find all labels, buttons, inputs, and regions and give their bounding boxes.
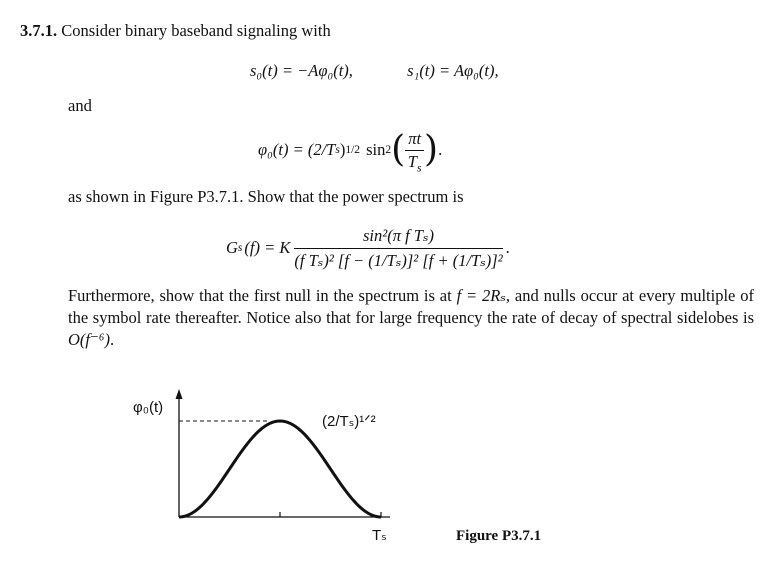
equation-s1: s₁(t) = Aφ₀(t), bbox=[407, 61, 499, 80]
equation-power-spectrum: G s (f) = K $\frac{\text{sin²(π f Tₛ)}}{\text{(f Tₛ)² [f − (1/Tₛ)]² [f + (1/Tₛ)]²}}$ . bbox=[226, 225, 510, 270]
equation-gs-rest: (f) = K bbox=[244, 238, 291, 257]
figure-caption: Figure P3.7.1 bbox=[456, 528, 542, 544]
paragraph-part1: Furthermore, show that the first null in the spectrum is at bbox=[68, 286, 457, 305]
fraction-numerator: πt bbox=[405, 129, 424, 151]
shown-text: as shown in Figure P3.7.1. Show that the power spectrum is bbox=[68, 187, 464, 206]
gs-denominator: (f Tₛ)² [f − (1/Tₛ)]² [f + (1/Tₛ)]² bbox=[294, 250, 503, 270]
peak-label: (2/Tₛ)¹ᐟ² bbox=[322, 413, 376, 430]
y-axis-label: φ₀(t) bbox=[133, 399, 164, 416]
paragraph-part3: . bbox=[109, 330, 115, 349]
paragraph-null-equation: f = 2Rₛ bbox=[456, 286, 506, 305]
and-text: and bbox=[68, 96, 92, 115]
problem-number: 3.7.1. bbox=[20, 21, 58, 40]
paragraph-part2: , and nulls occur at every multiple of the symbol rate thereafter. Notice also that for large frequency the rate of decay of spectral sidelobes is bbox=[68, 286, 754, 327]
equation-phi0: φ₀(t) = (2/T s ) 1/2 sin 2 ( $\frac{\pi t}{T_s}$ ) . bbox=[258, 128, 443, 174]
gs-numerator: sin²(π f Tₛ) bbox=[294, 226, 502, 249]
equation-phi0-lhs: φ₀(t) = (2/T bbox=[258, 140, 336, 159]
left-paren-icon: ( bbox=[391, 129, 406, 170]
equation-gs-lhs: G bbox=[226, 238, 238, 257]
equation-s0: s₀(t) = −Aφ₀(t), bbox=[250, 61, 353, 80]
problem-intro: Consider binary baseband signaling with bbox=[61, 21, 331, 40]
equation-gs-end: . bbox=[505, 238, 510, 257]
paragraph-order: O(f⁻⁶) bbox=[68, 330, 110, 349]
equation-phi0-end: . bbox=[438, 140, 443, 159]
x-axis-label: Tₛ bbox=[372, 527, 387, 544]
right-paren-icon: ) bbox=[424, 129, 439, 170]
equation-phi0-sin: sin bbox=[366, 140, 386, 159]
fraction-denominator: $T_s$ bbox=[407, 151, 422, 174]
pulse-curve bbox=[179, 421, 381, 517]
y-axis-arrow-icon bbox=[176, 389, 183, 399]
